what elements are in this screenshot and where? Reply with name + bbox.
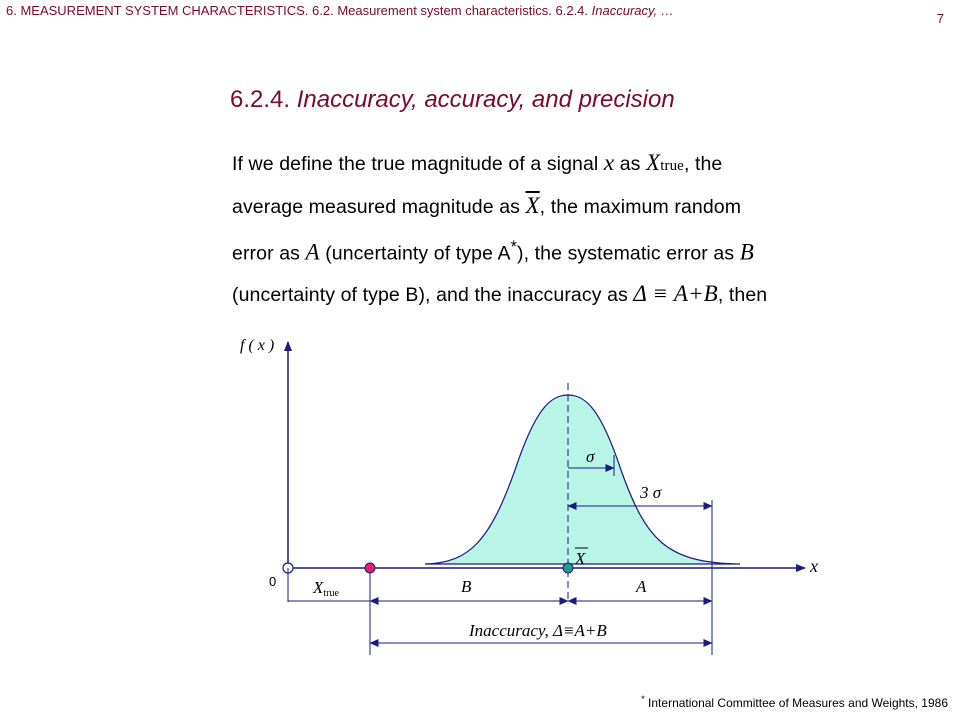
three-sigma-label: 3 σ <box>640 483 662 502</box>
b-label: B <box>461 577 472 596</box>
paragraph-line-2: average measured magnitude as $\overline{X}$, the maximum random <box>232 193 742 218</box>
sigma-label: σ <box>586 447 595 466</box>
paragraph-line-1: If we define the true magnitude of a signal x as Xtrue, the <box>232 150 723 175</box>
title-number: 6.2.4. <box>230 86 291 113</box>
xbar-label: X <box>575 549 586 568</box>
breadcrumb-main: 6. MEASUREMENT SYSTEM CHARACTERISTICS. 6.2. Measurement system characteristics. 6.2.4. <box>6 3 589 18</box>
inaccuracy-label: Inaccuracy, Δ≡A+B <box>469 621 607 640</box>
x-axis-label: x <box>810 556 818 576</box>
xtrue-label: Xtrue <box>313 578 339 599</box>
paragraph-line-4: (uncertainty of type B), and the inaccuracy as Δ ≡ A+B, then <box>232 280 768 306</box>
a-label: A <box>636 577 647 596</box>
title-text: Inaccuracy, accuracy, and precision <box>296 86 675 113</box>
footnote: * International Committee of Measures and Weights, 1986 <box>641 694 948 710</box>
breadcrumb-current: Inaccuracy, … <box>591 3 674 18</box>
xtrue-point <box>365 563 375 573</box>
origin-label: 0 <box>269 574 277 589</box>
page-number: 7 <box>936 11 944 26</box>
gaussian-curve <box>425 395 740 564</box>
xbar-point <box>563 563 573 573</box>
paragraph-line-3: error as A (uncertainty of type A*), the systematic error as B <box>232 238 754 265</box>
y-axis-label: f ( x ) <box>240 337 275 354</box>
